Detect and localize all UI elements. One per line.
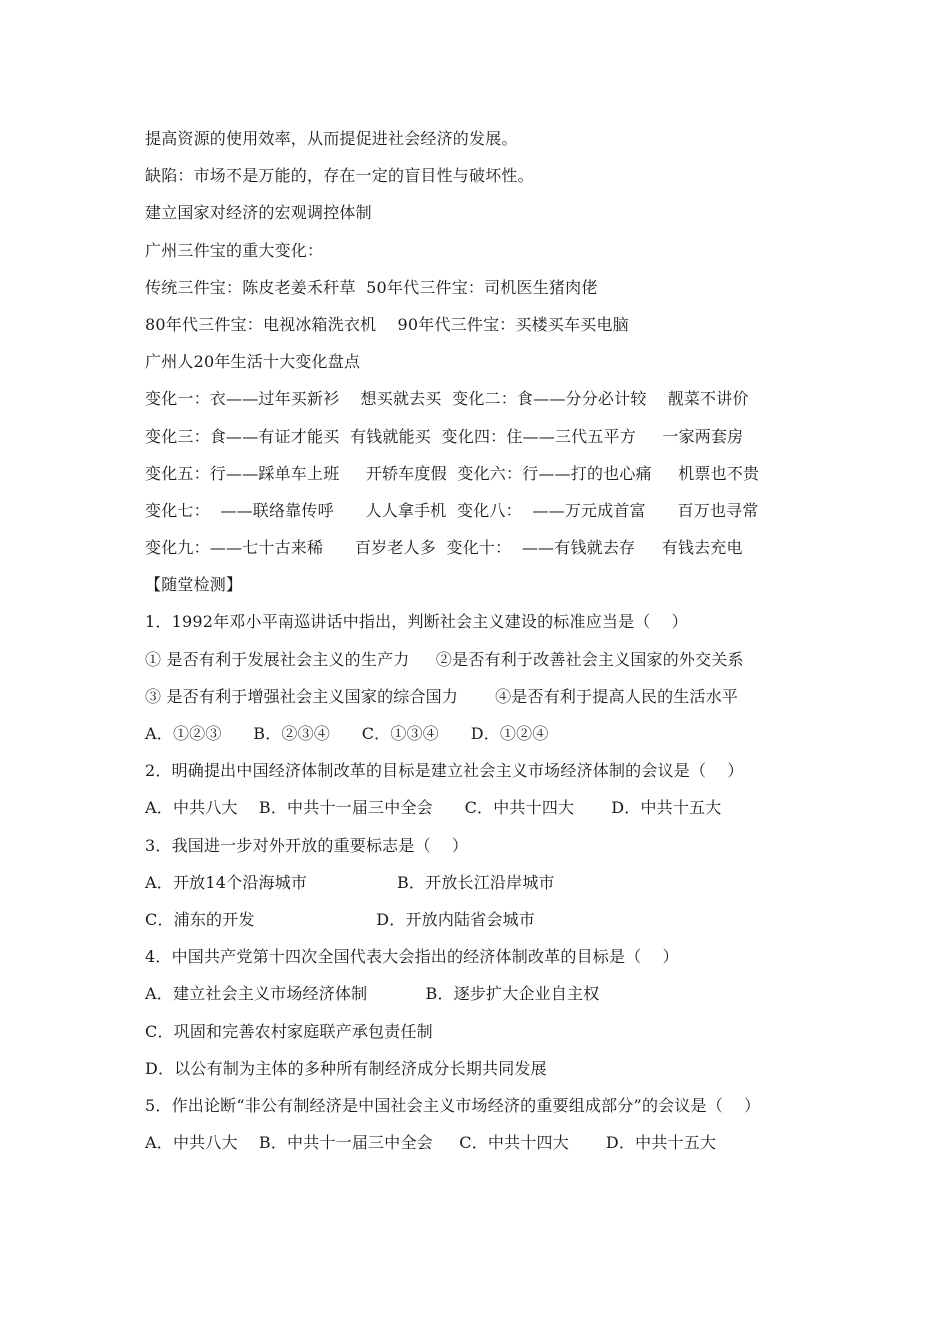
question-option-line: ③ 是否有利于增强社会主义国家的综合国力 ④是否有利于提高人民的生活水平 <box>145 686 739 706</box>
question-stem: 5．作出论断“非公有制经济是中国社会主义市场经济的重要组成部分”的会议是（ ） <box>145 1095 761 1115</box>
answer-choices: C．浦东的开发 D．开放内陆省会城市 <box>145 909 536 929</box>
question-option-line: ① 是否有利于发展社会主义的生产力 ②是否有利于改善社会主义国家的外交关系 <box>145 649 744 669</box>
text-line: 缺陷：市场不是万能的，存在一定的盲目性与破坏性。 <box>145 166 534 186</box>
answer-choices: A．中共八大 B．中共十一届三中全会 C．中共十四大 D．中共十五大 <box>145 798 722 818</box>
text-line: 传统三件宝：陈皮老姜禾秆草 50年代三件宝：司机医生猪肉佬 <box>145 277 598 297</box>
question-stem: 3．我国进一步对外开放的重要标志是（ ） <box>145 835 469 855</box>
question-stem: 2．明确提出中国经济体制改革的目标是建立社会主义市场经济体制的会议是（ ） <box>145 761 744 781</box>
text-line: 80年代三件宝：电视冰箱洗衣机 90年代三件宝：买楼买车买电脑 <box>145 314 629 334</box>
text-line: 变化三：食——有证才能买 有钱就能买 变化四：住——三代五平方 一家两套房 <box>145 426 744 446</box>
text-line: 变化九：——七十古来稀 百岁老人多 变化十： ——有钱就去存 有钱去充电 <box>145 538 743 558</box>
answer-choices: A．中共八大 B．中共十一届三中全会 C．中共十四大 D．中共十五大 <box>145 1133 717 1153</box>
text-line: 广州三件宝的重大变化： <box>145 240 324 260</box>
text-line: 广州人20年生活十大变化盘点 <box>145 352 361 372</box>
text-line: 变化七： ——联络靠传呼 人人拿手机 变化八： ——万元成首富 百万也寻常 <box>145 500 759 520</box>
section-heading: 【随堂检测】 <box>145 575 243 595</box>
answer-choices: A．开放14个沿海城市 B．开放长江沿岸城市 <box>145 872 555 892</box>
document-body <box>145 120 825 1161</box>
answer-choice: C．巩固和完善农村家庭联产承包责任制 <box>145 1021 433 1041</box>
text-line: 提高资源的使用效率，从而提促进社会经济的发展。 <box>145 129 518 148</box>
answer-choice: D．以公有制为主体的多种所有制经济成分长期共同发展 <box>145 1058 547 1078</box>
question-stem: 4．中国共产党第十四次全国代表大会指出的经济体制改革的目标是（ ） <box>145 947 679 967</box>
text-line: 建立国家对经济的宏观调控体制 <box>145 203 372 223</box>
text-line: 变化一：衣——过年买新衫 想买就去买 变化二：食——分分必计较 靓菜不讲价 <box>145 389 749 409</box>
text-line: 变化五：行——踩单车上班 开轿车度假 变化六：行——打的也心痛 机票也不贵 <box>145 463 760 483</box>
answer-choices: A．建立社会主义市场经济体制 B．逐步扩大企业自主权 <box>145 984 600 1004</box>
question-stem: 1．1992年邓小平南巡讲话中指出，判断社会主义建设的标准应当是（ ） <box>145 612 688 632</box>
answer-choices: A．①②③ B．②③④ C．①③④ D．①②④ <box>145 724 549 743</box>
